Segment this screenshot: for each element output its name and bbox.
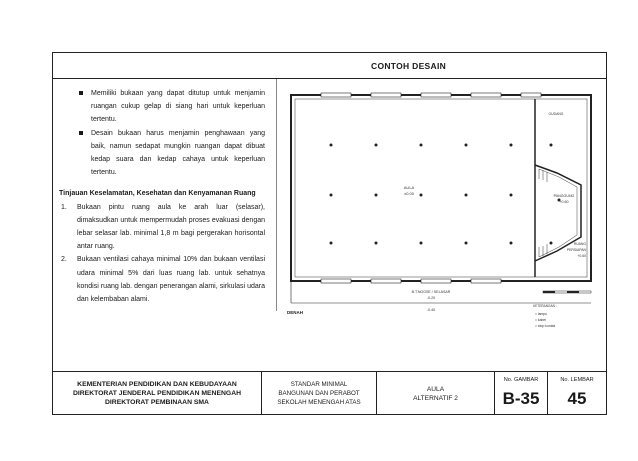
sheet-number-cell — [548, 372, 606, 415]
corridor-level: -0.20 — [426, 296, 436, 300]
plan-title: DENAH — [287, 310, 304, 315]
title-block — [53, 371, 606, 416]
side-room-label: RUANG — [573, 242, 586, 246]
scale-bar — [543, 291, 591, 293]
sheet-number-label: No. LEMBAR — [560, 377, 594, 383]
ministry-cell: KEMENTERIAN PENDIDIKAN DAN KEBUDAYAAN DIREKTORAT JENDERAL PENDIDIKAN MENENGAH DIREKTORAT PEMBINAAN SMA — [53, 372, 262, 415]
sheet-number: 45 — [567, 389, 587, 408]
numbered-item: 2. Bukaan ventilasi cahaya minimal 10% dan bukaan ventilasi udara minimal 5% dari luas ruang lab. untuk sehatnya kondisi ruang lab. dengan penerangan alami, sirkulasi udara dan kelembaban alami. — [61, 256, 265, 304]
stage-label: PANGGUNG — [553, 194, 575, 198]
outer-wall — [291, 95, 591, 281]
legend-item: = stop kontak — [535, 324, 556, 328]
top-room-label: GUDANG — [548, 112, 564, 116]
bullet-item: Memiliki bukaan yang dapat ditutup untuk menjamin ruangan cukup gelap di siang hari untuk keperluan tertentu. — [77, 87, 265, 127]
side-room-level: +0.60 — [577, 254, 586, 258]
legend-title: KETERANGAN : — [533, 304, 557, 308]
side-room-label2: PERSIAPAN — [566, 248, 586, 252]
outer-level: -0.40 — [426, 308, 436, 312]
stage-steps — [539, 169, 547, 257]
floor-plan — [281, 85, 605, 315]
numbered-item: 1. Bukaan pintu ruang aula ke arah luar (selasar), dimaksudkan untuk mempermudah proses evakuasi dengan lebar selasar lab. minimal 1,8 m bagi pergerakan horisontal antar ruang. — [61, 203, 265, 251]
sheet-title-cell: AULA ALTERNATIF 2 — [377, 372, 495, 415]
lamp-grid — [330, 144, 561, 245]
room-level: ±0.00 — [404, 191, 414, 196]
drawing-number-cell — [495, 372, 548, 415]
numbered-list — [59, 201, 265, 307]
sheet-header — [53, 53, 606, 79]
bullet-list — [59, 87, 265, 179]
room-label: AULA — [403, 185, 415, 190]
standard-cell: STANDAR MINIMAL BANGUNAN DAN PERABOT SEKOLAH MENENGAH ATAS — [262, 372, 377, 415]
column-divider — [276, 79, 278, 311]
sheet-title: CONTOH DESAIN — [371, 61, 447, 71]
legend — [535, 311, 555, 329]
bullet-item: Desain bukaan harus menjamin penghawaan yang baik, namun sedapat mungkin ruangan dapat dibuat kedap suara dan kedap cahaya untuk keperluan tertentu. — [77, 127, 265, 180]
legend-item: = kabel — [535, 318, 547, 322]
drawing-number-label: No. GAMBAR — [503, 377, 539, 383]
stage-level: +0.60 — [559, 200, 569, 204]
drawing-sheet — [52, 52, 607, 415]
stage-inner-edge — [539, 169, 577, 257]
drawing-number: B-35 — [502, 389, 540, 408]
corridor-label: B.T.NOGSE / SELASAR — [411, 290, 451, 294]
section-heading: Tinjauan Keselamatan, Kesehatan dan Kenyamanan Ruang — [59, 190, 256, 198]
stage-edge — [535, 165, 581, 261]
description-panel — [59, 87, 265, 306]
legend-item: = lampu — [535, 312, 548, 316]
